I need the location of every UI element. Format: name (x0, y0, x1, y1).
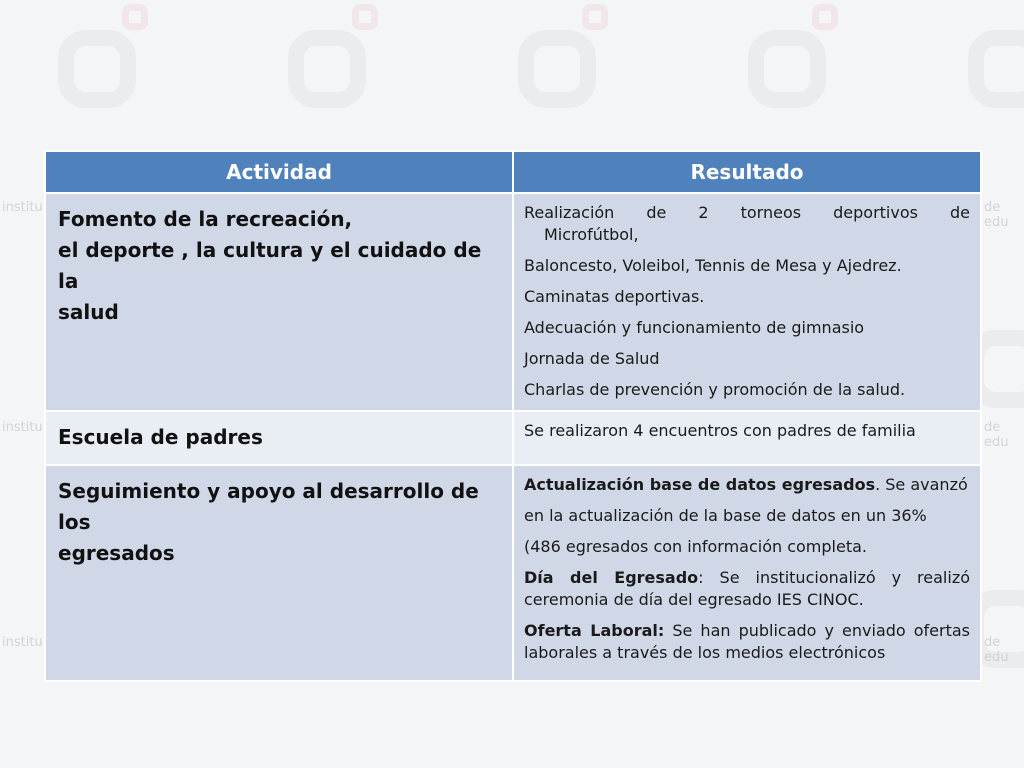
result-item: Caminatas deportivas. (524, 287, 705, 306)
result-cell (513, 411, 981, 465)
table-row (45, 193, 981, 411)
activity-line: el deporte , la cultura y el cuidado de la (58, 238, 482, 293)
watermark-text-right: de edu (984, 200, 1009, 230)
watermark-logo (730, 0, 860, 120)
activity-cell (45, 193, 513, 411)
activity-line: salud (58, 300, 119, 324)
result-cell (513, 465, 981, 681)
watermark-logo (950, 0, 1024, 120)
result-line: Microfútbol, (544, 225, 639, 244)
header-actividad: Actividad (45, 151, 513, 193)
result-item: Adecuación y funcionamiento de gimnasio (524, 318, 865, 337)
activity-line: Escuela de padres (58, 425, 263, 449)
result-item: Jornada de Salud (524, 349, 660, 368)
result-item: en la actualización de la base de datos en un 36% (524, 506, 927, 525)
result-item: Se realizaron 4 encuentros con padres de familia (524, 421, 916, 440)
result-item: Baloncesto, Voleibol, Tennis de Mesa y Ajedrez. (524, 256, 902, 275)
watermark-logo (270, 0, 400, 120)
watermark-logo (40, 0, 170, 120)
activity-cell (45, 465, 513, 681)
result-bold-label: Día del Egresado (524, 568, 699, 587)
result-bold-label: Oferta Laboral: (524, 621, 665, 640)
watermark-text-right: de edu (984, 635, 1009, 665)
result-text: . Se avanzó (875, 475, 968, 494)
activity-cell (45, 411, 513, 465)
watermark-text-left: institu (2, 635, 43, 650)
result-text: : Se institucionalizó y realizó ceremonia de día del egresado IES CINOC. (524, 568, 970, 609)
activity-line: egresados (58, 541, 175, 565)
table-row (45, 411, 981, 465)
result-text: Se han publicado y enviado ofertas laborales a través de los medios electrónicos (524, 621, 971, 662)
activity-line: Fomento de la recreación, (58, 207, 353, 231)
activities-table (44, 150, 982, 682)
result-item: (486 egresados con información completa. (524, 537, 867, 556)
table-header-row (45, 151, 981, 193)
result-line: Realización de 2 torneos deportivos de (524, 203, 970, 222)
header-resultado: Resultado (513, 151, 981, 193)
watermark-text-left: institu (2, 200, 43, 215)
result-item: Charlas de prevención y promoción de la salud. (524, 380, 906, 399)
watermark-logo (500, 0, 630, 120)
activities-table-container (44, 150, 980, 682)
result-cell (513, 193, 981, 411)
result-bold-label: Actualización base de datos egresados (524, 475, 876, 494)
watermark-text-right: de edu (984, 420, 1009, 450)
watermark-text-left: institu (2, 420, 43, 435)
table-row (45, 465, 981, 681)
activity-line: Seguimiento y apoyo al desarrollo de los (58, 479, 479, 534)
